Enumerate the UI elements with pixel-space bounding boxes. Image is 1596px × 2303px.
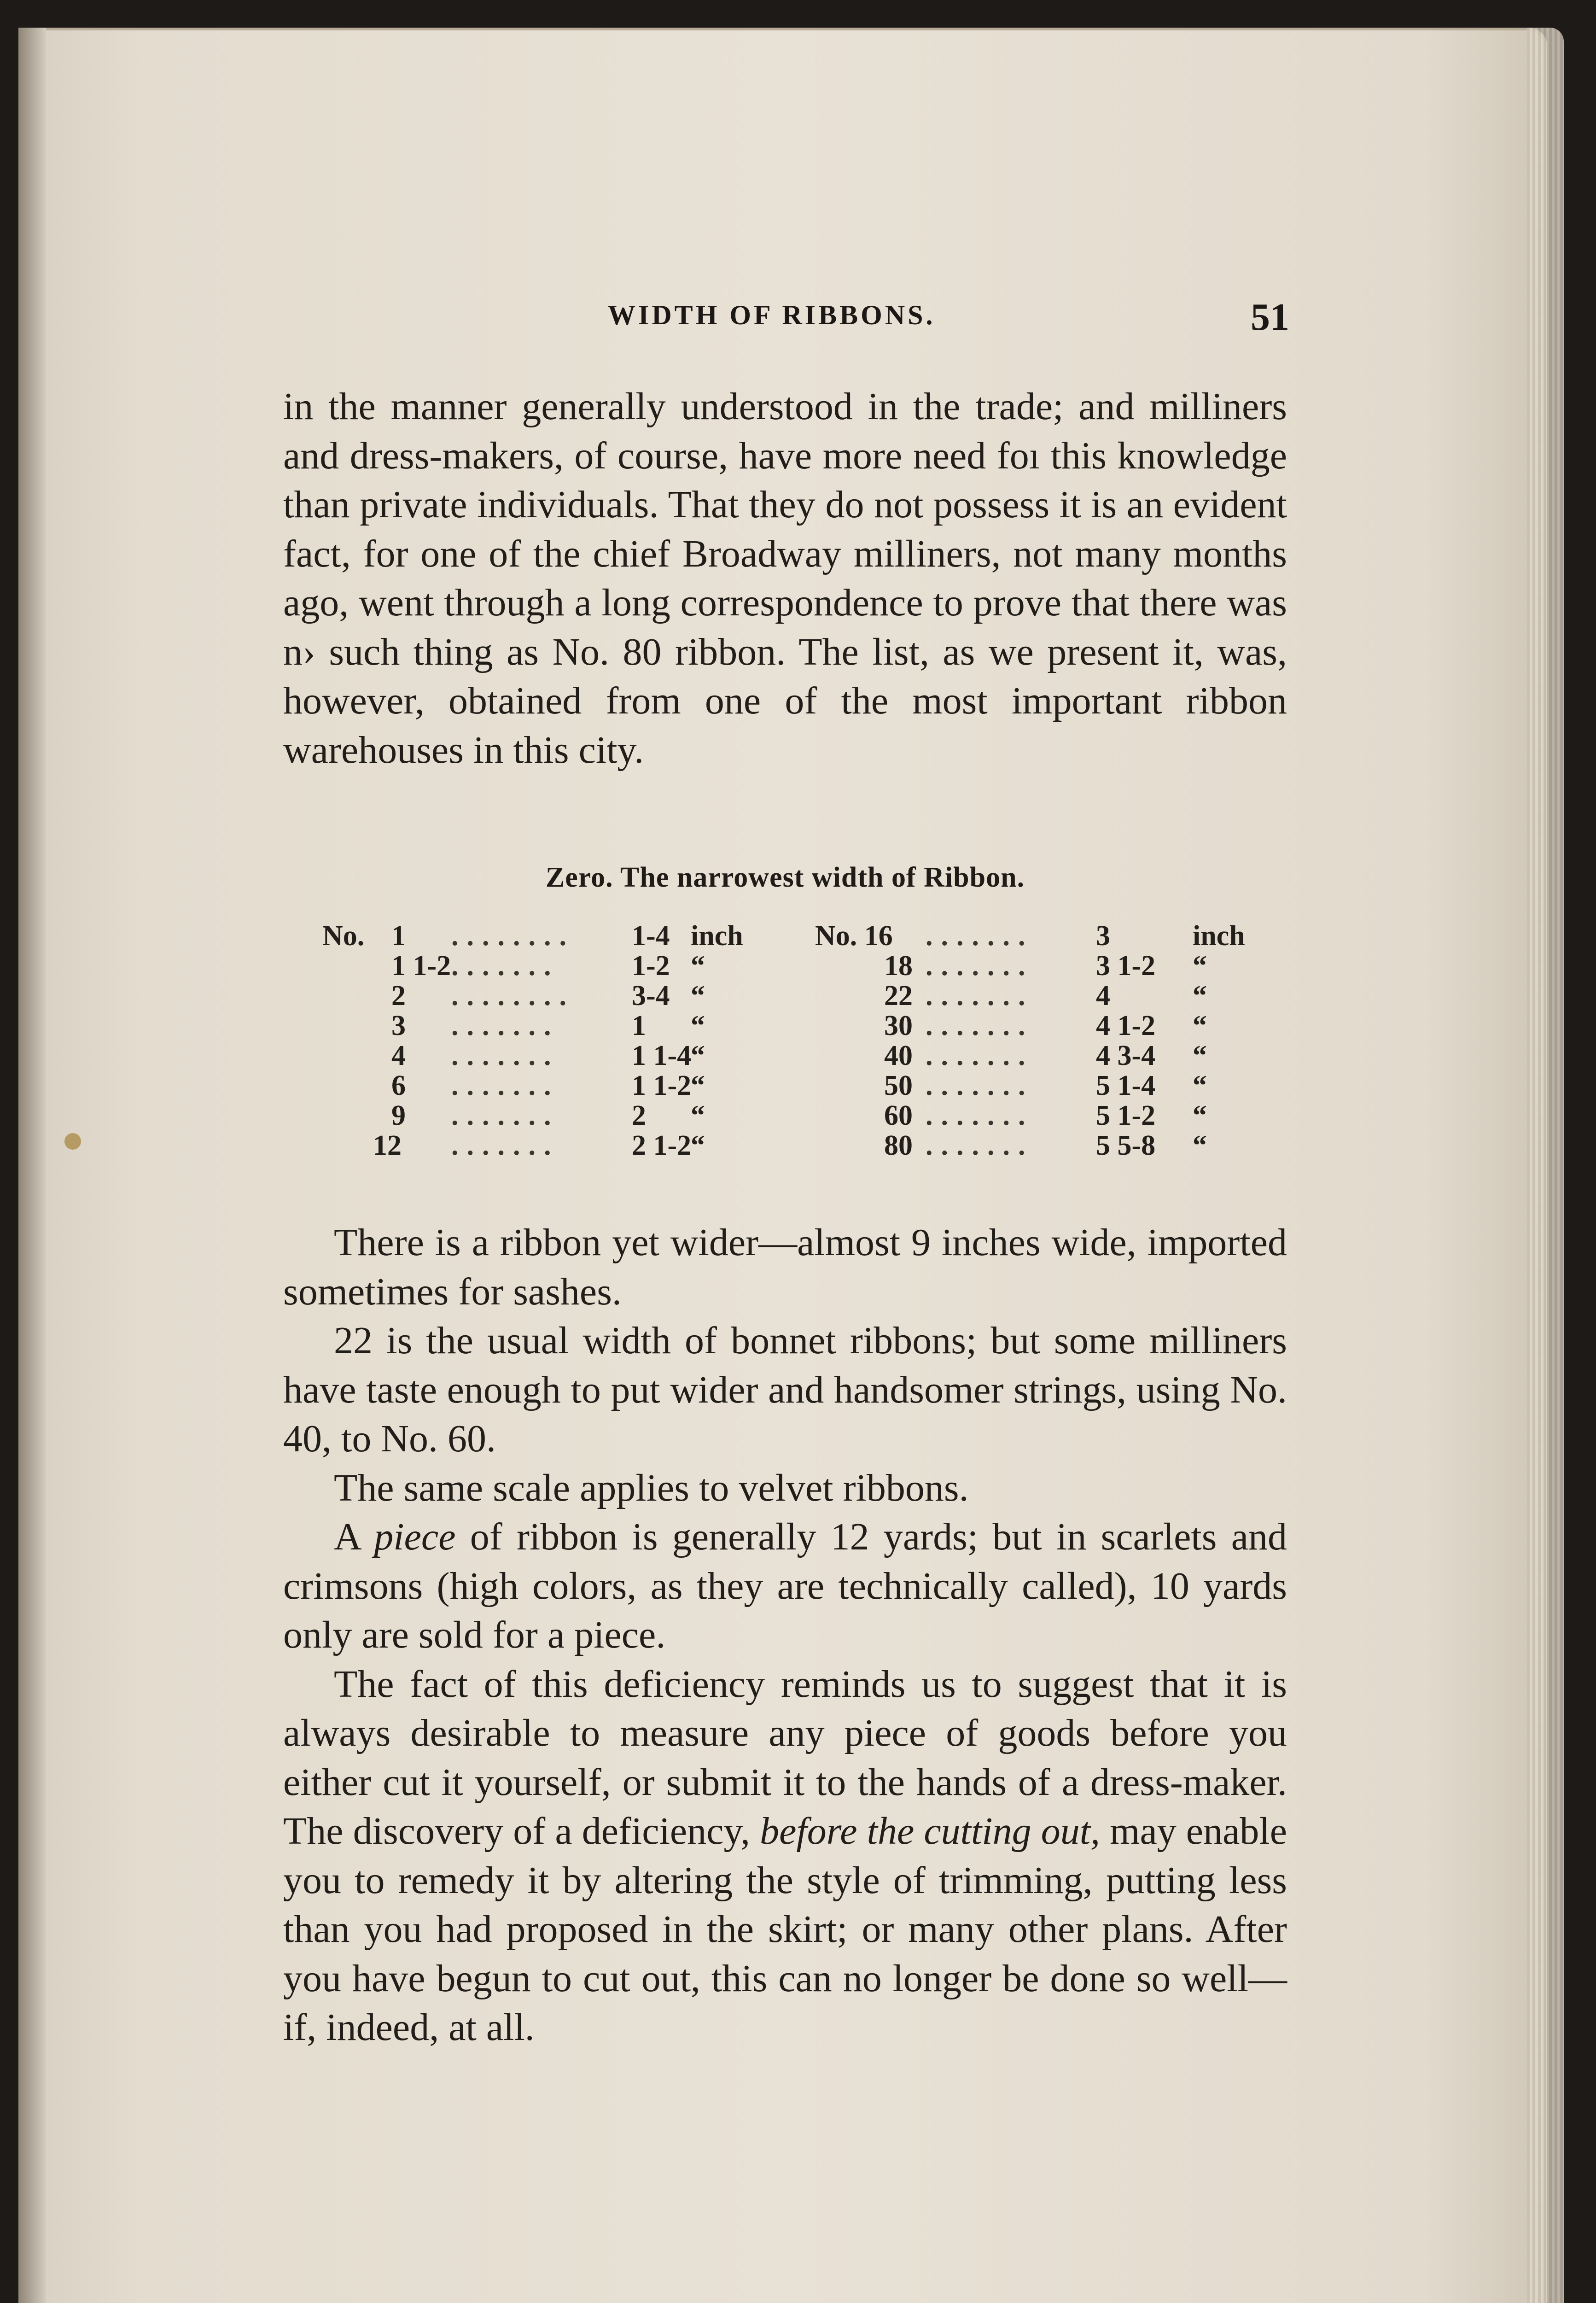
page-header [285,295,1289,341]
ribbon-number: 12 [373,1130,402,1161]
ribbon-width: 3 [1096,920,1110,952]
ribbon-number: 50 [884,1070,913,1101]
leader-dots: ....... [926,1100,1034,1131]
table-row [322,921,764,951]
table-row [322,1071,764,1101]
running-head: WIDTH OF RIBBONS. [608,300,936,330]
width-unit: “ [691,1100,705,1131]
ribbon-number: 1 1-2 [391,950,451,982]
italic-text: before the cutting out, [760,1810,1101,1853]
ribbon-width: 3 1-2 [1096,950,1156,982]
ribbon-number: 18 [884,950,913,982]
paragraph: There is a ribbon yet wider—almost 9 inches wide, imported sometimes for sashes. [283,1221,1287,1313]
ribbon-number: 80 [884,1130,913,1161]
ribbon-width: 5 1-4 [1096,1070,1156,1101]
ribbon-width: 4 3-4 [1096,1040,1156,1071]
table-row [815,1041,1266,1071]
ribbon-width: 1 1-4 [632,1040,692,1071]
table-row [815,1101,1266,1131]
leader-dots: ....... [451,950,559,982]
ribbon-width: 5 5-8 [1096,1130,1156,1161]
ribbon-number: 60 [884,1100,913,1131]
ribbon-width: 5 1-2 [1096,1100,1156,1131]
width-unit: inch [691,920,743,952]
text-run: may enable you to remedy it by altering the style of trimming, putting less than you had proposed in the skirt; or many other plans. After you have begun to cut out, this can no longer be done so well—if, indeed, at all. [283,1810,1287,2049]
paragraph: 22 is the usual width of bonnet ribbons; but some milliners have taste enough to put wider and handsomer strings, using No. 40, to No. 60. [283,1319,1287,1460]
leader-dots: ....... [451,1100,559,1131]
width-unit: “ [691,950,705,982]
table-column-left [322,921,764,1161]
page-edges [1527,28,1564,2303]
paragraph [283,1513,1287,1660]
width-unit: “ [1193,980,1207,1011]
ribbon-number: 40 [884,1040,913,1071]
table-row [815,921,1266,951]
ribbon-width: 1 [632,1010,646,1041]
table-row [815,1131,1266,1161]
table-title: Zero. The narrowest width of Ribbon. [545,862,1025,893]
ribbon-width: 2 1-2 [632,1130,692,1161]
page-number: 51 [1251,296,1289,339]
ribbon-number: 30 [884,1010,913,1041]
table-column-right [815,921,1266,1161]
width-unit: “ [691,1070,705,1101]
width-unit: “ [1193,1100,1207,1131]
leader-dots: ....... [451,1040,559,1071]
leader-dots: ....... [451,1130,559,1161]
row-prefix: No. [322,920,365,952]
table-row [322,981,764,1011]
width-unit: “ [1193,1130,1207,1161]
width-unit: “ [1193,1040,1207,1071]
leader-dots: ....... [926,1130,1034,1161]
leader-dots: ........ [451,980,575,1011]
table-row [322,1041,764,1071]
leader-dots: ....... [451,1070,559,1101]
paragraph: The same scale applies to velvet ribbons. [334,1466,969,1509]
leader-dots: ....... [926,950,1034,982]
paragraph: in the manner generally understood in the trade; and milliners and dress-makers, of course, have more need foı this knowledge than private individuals. That they do not possess it is an evident fact, for one of the chief Broadway milliners, not many months ago, went through a long correspondence to prove that there was n› such thing as No. 80 ribbon. The list, as we present it, was, however, obtained from one of the most important ribbon warehouses in this city. [283,385,1287,772]
width-unit: inch [1193,920,1245,952]
table-row [322,951,764,981]
paper-stain [64,1133,81,1150]
table-row [815,951,1266,981]
ribbon-width: 4 [1096,980,1110,1011]
ribbon-width: 3-4 [632,980,670,1011]
ribbon-number: 6 [391,1070,406,1101]
ribbon-number: 9 [391,1100,406,1131]
width-unit: “ [1193,1070,1207,1101]
ribbon-width: 4 1-2 [1096,1010,1156,1041]
ribbon-width: 2 [632,1100,646,1131]
table-row [815,981,1266,1011]
ribbon-number: 2 [391,980,406,1011]
ribbon-width: 1-4 [632,920,670,952]
leader-dots: ....... [926,1070,1034,1101]
ribbon-width: 1 1-2 [632,1070,692,1101]
table-row [815,1011,1266,1041]
width-unit: “ [691,1010,705,1041]
book-gutter [18,28,46,2303]
table-row [322,1101,764,1131]
leader-dots: ....... [926,1010,1034,1041]
italic-text: piece [374,1515,456,1558]
text-block-top [283,382,1287,775]
leader-dots: ....... [451,1010,559,1041]
ribbon-number: 3 [391,1010,406,1041]
text-run: A [334,1515,374,1558]
paragraph [283,1660,1287,2052]
ribbon-number: 22 [884,980,913,1011]
ribbon-number: No. 16 [815,920,893,952]
text-run: The fact of this deficiency reminds us to suggest that it is always desirable to measure any piece of goods before you either cut it yourself, or submit it to the hands of a dress-maker. The discovery of a deficiency, [283,1662,1287,1853]
table-row [815,1071,1266,1101]
text-run: of ribbon is generally 12 yards; but in scarlets and crimsons (high colors, as they are technically called), 10 yards only are sold for a piece. [283,1515,1287,1656]
width-unit: “ [691,980,705,1011]
width-unit: “ [1193,950,1207,982]
table-row [322,1011,764,1041]
ribbon-number: 1 [391,920,406,952]
ribbon-width: 1-2 [632,950,670,982]
leader-dots: ....... [926,1040,1034,1071]
width-unit: “ [691,1130,705,1161]
leader-dots: ........ [451,920,575,952]
width-unit: “ [1193,1010,1207,1041]
text-block-bottom [283,1218,1287,2052]
leader-dots: ....... [926,980,1034,1011]
leader-dots: ....... [926,920,1034,952]
width-unit: “ [691,1040,705,1071]
table-row [322,1131,764,1161]
ribbon-number: 4 [391,1040,406,1071]
